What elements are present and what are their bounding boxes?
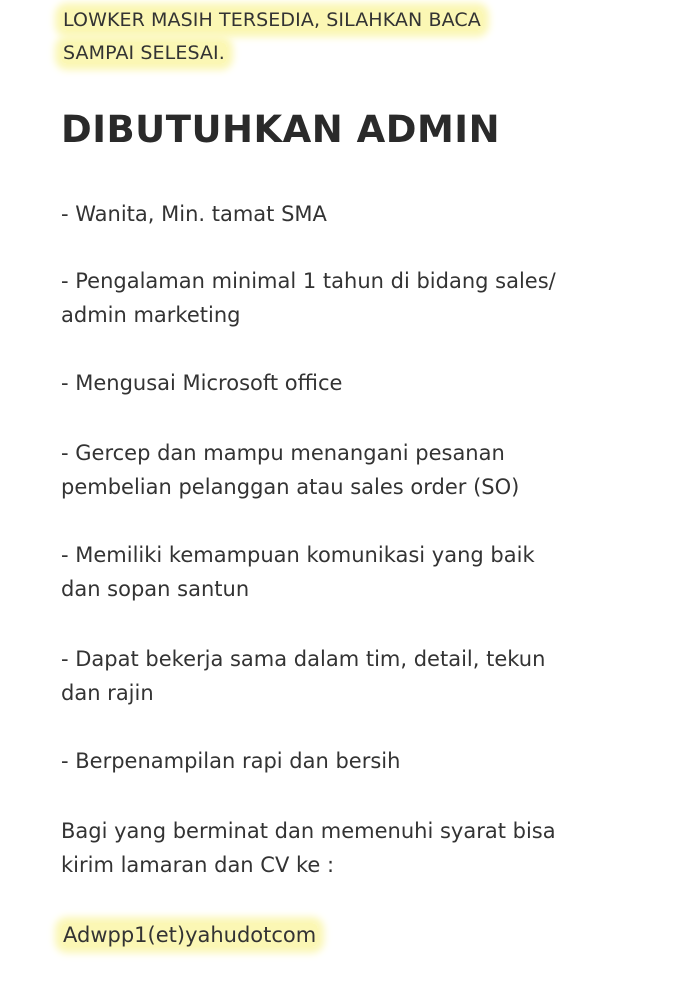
requirement-text: - Dapat bekerja sama dalam tim, detail, tekun [61,647,546,671]
post-title: DIBUTUHKAN ADMIN [61,108,501,151]
requirement-item [61,366,621,400]
requirement-text-cont: admin marketing [61,303,241,327]
requirement-item [61,744,621,778]
requirement-item [61,538,621,606]
requirement-item [61,642,621,710]
closing-line-1: Bagi yang berminat dan memenuhi syarat bisa [61,819,556,843]
requirement-text: - Mengusai Microsoft office [61,371,343,395]
notice-line-1: LOWKER MASIH TERSEDIA, SILAHKAN BACA [63,9,481,31]
requirement-text: - Memiliki kemampuan komunikasi yang baik [61,543,535,567]
contact-email[interactable] [61,918,318,952]
requirement-item [61,197,621,231]
requirement-text: - Berpenampilan rapi dan bersih [61,749,401,773]
closing-line-2: kirim lamaran dan CV ke : [61,853,335,877]
requirement-text: - Gercep dan mampu menangani pesanan [61,441,505,465]
requirement-text: - Wanita, Min. tamat SMA [61,202,327,226]
email-text: Adwpp1(et)yahudotcom [63,923,317,947]
requirement-text-cont: pembelian pelanggan atau sales order (SO) [61,475,520,499]
requirement-text-cont: dan sopan santun [61,577,250,601]
requirement-text: - Pengalaman minimal 1 tahun di bidang sales/ [61,269,556,293]
requirement-item [61,436,621,504]
closing-instructions [61,814,621,882]
requirement-text-cont: dan rajin [61,681,154,705]
notice-line-2: SAMPAI SELESAI. [63,42,225,64]
availability-notice [61,4,621,70]
requirement-item [61,264,621,332]
